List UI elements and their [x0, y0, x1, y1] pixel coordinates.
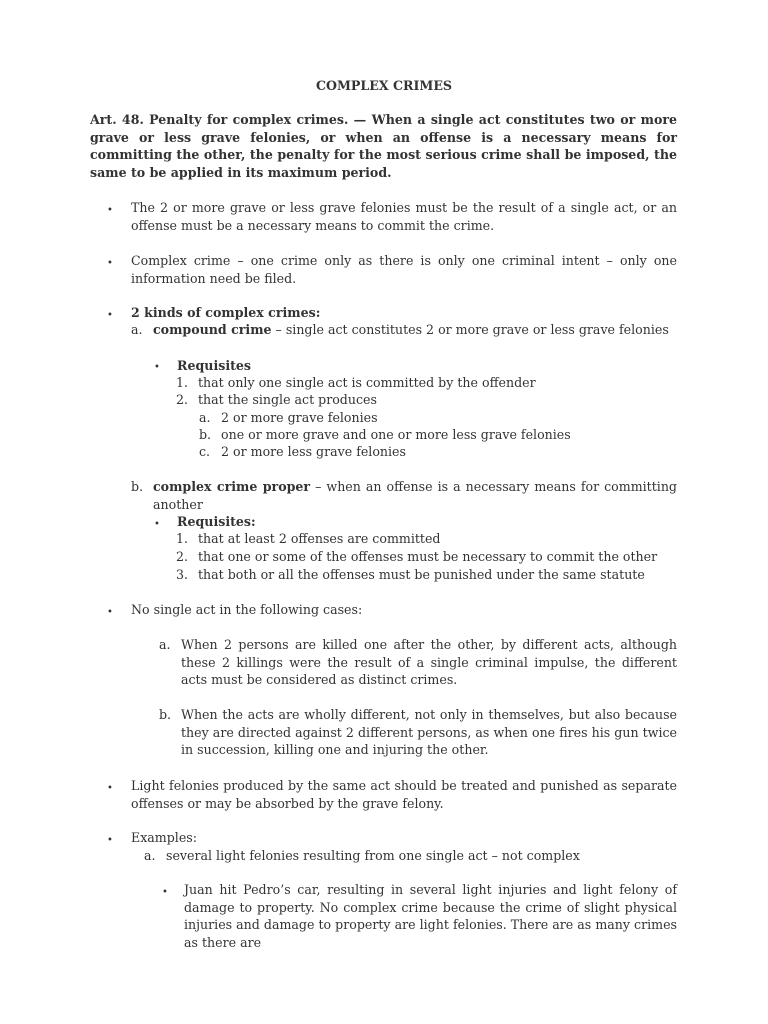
- bullet-marker: •: [107, 205, 113, 216]
- requisite-item: that only one single act is committed by the offender: [198, 375, 536, 390]
- bullet-complex-crime-definition: Complex crime – one crime only as there is only one criminal intent – only one information need be filed.: [131, 253, 677, 286]
- requisite-item: that the single act produces: [198, 392, 377, 407]
- requisites-heading: Requisites: [177, 358, 252, 373]
- bullet-marker: •: [154, 362, 160, 373]
- list-marker: a.: [144, 848, 156, 863]
- complex-crime-proper-term: complex crime proper: [153, 479, 311, 494]
- bullet-marker: •: [107, 310, 113, 321]
- list-marker: c.: [199, 444, 211, 459]
- bullet-light-felonies: Light felonies produced by the same act should be treated and punished as separate offenses or may be absorbed by the grave felony.: [131, 778, 677, 811]
- page-title: COMPLEX CRIMES: [315, 78, 453, 93]
- case-item: When 2 persons are killed one after the other, by different acts, although these 2 killings were the result of a single criminal impulse, the different acts must be considered as distinct crimes.: [181, 637, 677, 687]
- case-item: When the acts are wholly different, not only in themselves, but also because they are directed against 2 different persons, as when one fires his gun twice in succession, killing one and injuring the other.: [181, 707, 677, 757]
- requisite-item: that both or all the offenses must be punished under the same statute: [198, 567, 645, 582]
- list-marker: 2.: [176, 549, 189, 564]
- sub-requisite-item: 2 or more less grave felonies: [221, 444, 406, 459]
- article-48-text: Art. 48. Penalty for complex crimes. — When a single act constitutes two or more grave or less grave felonies, or when an offense is a necessary means for committing the other, the penalty for the most serious crime shall be imposed, the same to be applied in its maximum period.: [90, 112, 677, 180]
- compound-crime-term: compound crime: [153, 322, 272, 337]
- bullet-single-act: The 2 or more grave or less grave felonies must be the result of a single act, or an offense must be a necessary means to commit the crime.: [131, 200, 677, 233]
- kinds-heading: 2 kinds of complex crimes:: [131, 305, 321, 320]
- list-marker: a.: [131, 322, 143, 337]
- list-marker: b.: [159, 707, 172, 722]
- requisites-heading: Requisites:: [177, 514, 256, 529]
- bullet-marker: •: [107, 258, 113, 269]
- bullet-marker: •: [107, 607, 113, 618]
- bullet-marker: •: [154, 519, 160, 530]
- sub-requisite-item: one or more grave and one or more less grave felonies: [221, 427, 571, 442]
- requisite-item: that at least 2 offenses are committed: [198, 531, 441, 546]
- example-item: several light felonies resulting from one single act – not complex: [166, 848, 580, 863]
- list-marker: 3.: [176, 567, 189, 582]
- bullet-marker: •: [107, 835, 113, 846]
- compound-crime-item: [153, 321, 683, 339]
- list-marker: 1.: [176, 375, 189, 390]
- requisite-item: that one or some of the offenses must be necessary to commit the other: [198, 549, 658, 564]
- list-marker: b.: [131, 479, 144, 494]
- list-marker: a.: [159, 637, 171, 652]
- example-juan-pedro: Juan hit Pedro’s car, resulting in several light injuries and light felony of damage to property. No complex crime because the crime of slight physical injuries and damage to property are light felonies. There are as many crimes as there are: [184, 882, 677, 950]
- list-marker: a.: [199, 410, 211, 425]
- complex-crime-proper-item: [153, 478, 677, 513]
- bullet-marker: •: [162, 887, 168, 898]
- bullet-examples: Examples:: [131, 830, 197, 845]
- list-marker: 1.: [176, 531, 189, 546]
- list-marker: b.: [199, 427, 212, 442]
- complex-crime-proper-text: – when an offense is a necessary means for committing another: [153, 479, 677, 512]
- bullet-marker: •: [107, 783, 113, 794]
- sub-requisite-item: 2 or more grave felonies: [221, 410, 378, 425]
- list-marker: 2.: [176, 392, 189, 407]
- bullet-no-single-act: No single act in the following cases:: [131, 602, 363, 617]
- compound-crime-text: – single act constitutes 2 or more grave or less grave felonies: [271, 322, 669, 337]
